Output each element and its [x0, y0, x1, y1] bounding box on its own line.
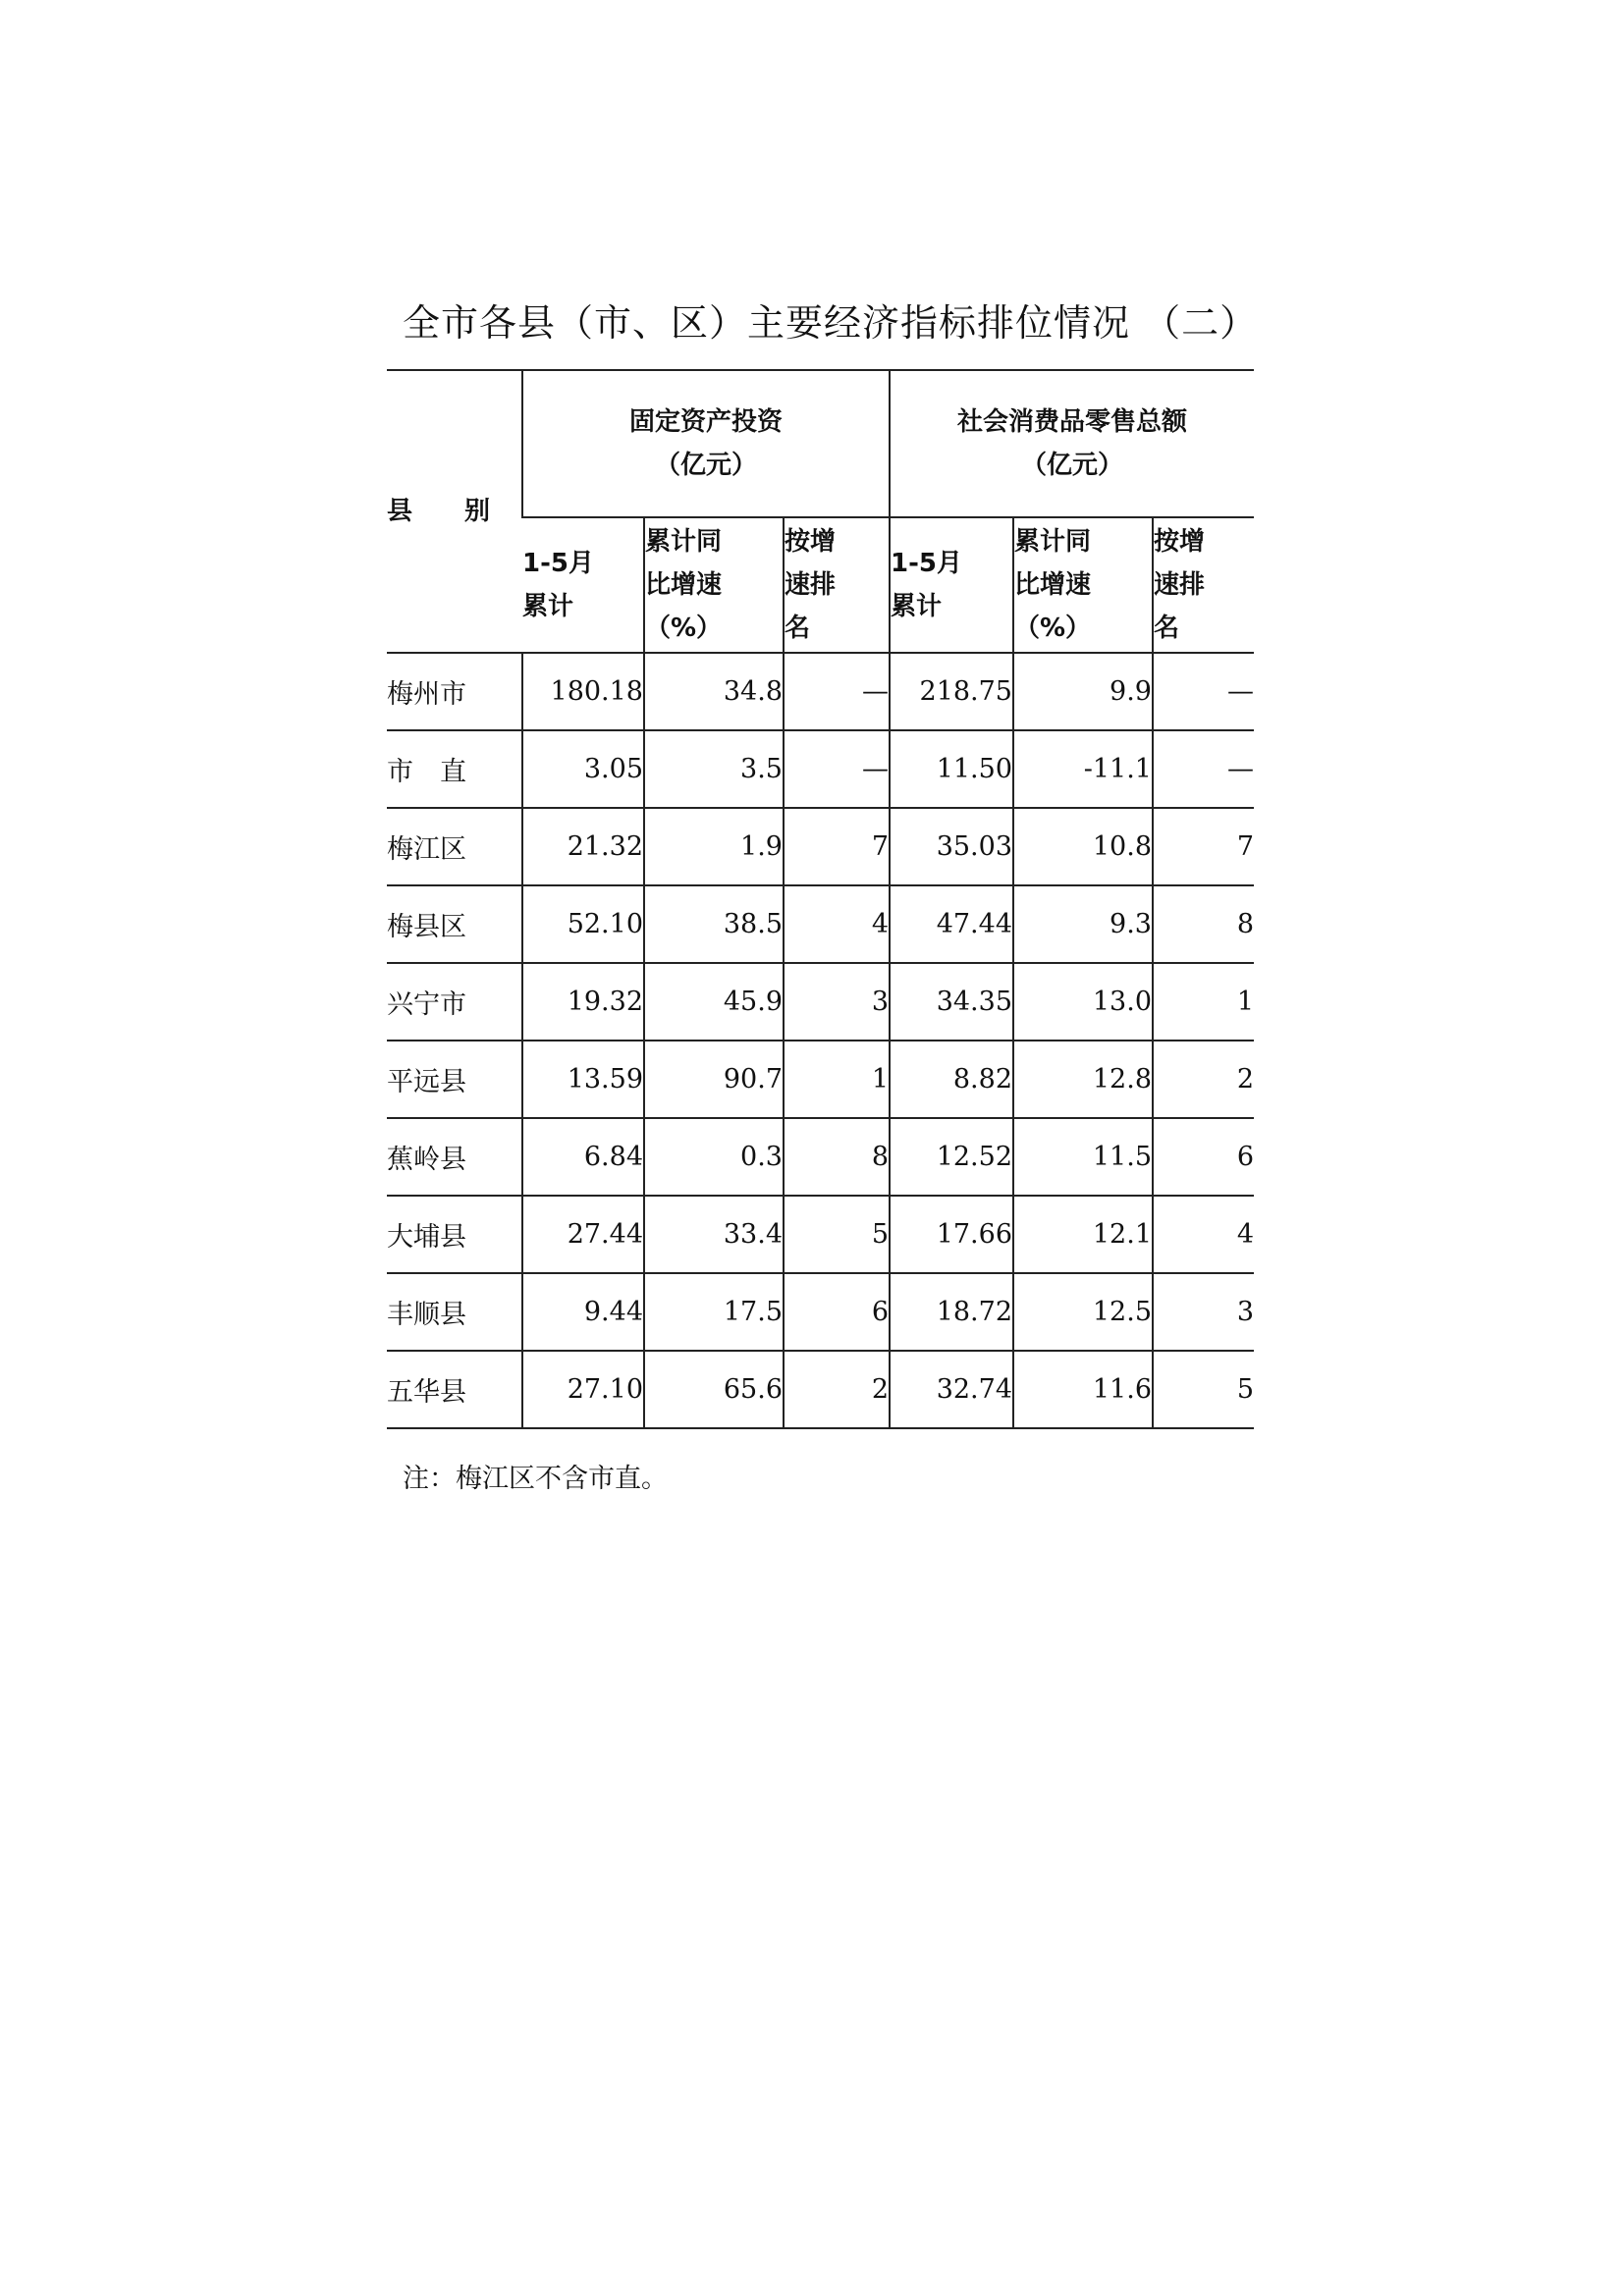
fai-rank: 8 — [784, 1118, 890, 1196]
retail-cumulative: 34.35 — [890, 963, 1013, 1041]
fai-growth: 17.5 — [644, 1273, 784, 1351]
fai-rank: 7 — [784, 808, 890, 885]
retail-cumulative: 12.52 — [890, 1118, 1013, 1196]
fai-growth: 3.5 — [644, 730, 784, 808]
retail-cumulative: 17.66 — [890, 1196, 1013, 1273]
fixed-asset-investment-unit: （亿元） — [654, 451, 757, 480]
county-name: 梅县区 — [387, 885, 522, 963]
fai-growth: 1.9 — [644, 808, 784, 885]
retail-growth-header: 累计同 比增速 （%） — [1013, 517, 1153, 653]
fai-rank: 3 — [784, 963, 890, 1041]
fai-rank-header: 按增 速排 名 — [784, 517, 890, 653]
county-name: 大埔县 — [387, 1196, 522, 1273]
retail-rank: — — [1153, 730, 1254, 808]
table-row — [387, 1041, 1254, 1118]
retail-rank: 8 — [1153, 885, 1254, 963]
fixed-asset-investment-header — [522, 370, 890, 517]
retail-growth: 9.3 — [1013, 885, 1153, 963]
table-row — [387, 963, 1254, 1041]
table-footnote: 注：梅江区不含市直。 — [403, 1464, 668, 1494]
fai-growth: 0.3 — [644, 1118, 784, 1196]
county-column-header: 县 别 — [387, 370, 522, 653]
retail-rank: 6 — [1153, 1118, 1254, 1196]
retail-rank: 1 — [1153, 963, 1254, 1041]
fai-rank: 5 — [784, 1196, 890, 1273]
fai-growth: 45.9 — [644, 963, 784, 1041]
retail-cumulative: 35.03 — [890, 808, 1013, 885]
fai-cumulative: 19.32 — [522, 963, 644, 1041]
table-row — [387, 808, 1254, 885]
retail-rank: 4 — [1153, 1196, 1254, 1273]
county-name: 梅州市 — [387, 653, 522, 730]
fai-growth-header: 累计同 比增速 （%） — [644, 517, 784, 653]
retail-cumulative: 18.72 — [890, 1273, 1013, 1351]
fai-rank: 4 — [784, 885, 890, 963]
retail-sales-header — [890, 370, 1254, 517]
table-row — [387, 1118, 1254, 1196]
retail-growth: -11.1 — [1013, 730, 1153, 808]
retail-rank-header: 按增 速排 名 — [1153, 517, 1254, 653]
table-row — [387, 730, 1254, 808]
retail-cumulative: 218.75 — [890, 653, 1013, 730]
fai-cumulative: 27.44 — [522, 1196, 644, 1273]
county-name: 丰顺县 — [387, 1273, 522, 1351]
fai-growth: 90.7 — [644, 1041, 784, 1118]
fai-growth: 65.6 — [644, 1351, 784, 1428]
county-name: 梅江区 — [387, 808, 522, 885]
retail-growth: 12.1 — [1013, 1196, 1153, 1273]
fai-rank: — — [784, 653, 890, 730]
retail-growth: 12.5 — [1013, 1273, 1153, 1351]
fai-cumulative: 3.05 — [522, 730, 644, 808]
retail-cumulative: 32.74 — [890, 1351, 1013, 1428]
retail-rank: — — [1153, 653, 1254, 730]
retail-rank: 3 — [1153, 1273, 1254, 1351]
fai-rank: 6 — [784, 1273, 890, 1351]
fixed-asset-investment-title: 固定资产投资 — [628, 407, 783, 437]
fai-cumulative: 180.18 — [522, 653, 644, 730]
retail-cumulative-header: 1-5月 累计 — [890, 517, 1013, 653]
table-row — [387, 1351, 1254, 1428]
retail-rank: 5 — [1153, 1351, 1254, 1428]
retail-cumulative: 11.50 — [890, 730, 1013, 808]
fai-cumulative-header: 1-5月 累计 — [522, 517, 644, 653]
county-name: 五华县 — [387, 1351, 522, 1428]
table-row — [387, 1273, 1254, 1351]
retail-growth: 11.6 — [1013, 1351, 1153, 1428]
retail-sales-unit: （亿元） — [1021, 451, 1124, 480]
fai-cumulative: 9.44 — [522, 1273, 644, 1351]
retail-growth: 12.8 — [1013, 1041, 1153, 1118]
table-row — [387, 885, 1254, 963]
fai-growth: 33.4 — [644, 1196, 784, 1273]
retail-rank: 2 — [1153, 1041, 1254, 1118]
table-row — [387, 653, 1254, 730]
retail-growth: 13.0 — [1013, 963, 1153, 1041]
fai-cumulative: 6.84 — [522, 1118, 644, 1196]
fai-rank: 1 — [784, 1041, 890, 1118]
retail-sales-title: 社会消费品零售总额 — [957, 407, 1188, 437]
fai-rank: 2 — [784, 1351, 890, 1428]
fai-cumulative: 21.32 — [522, 808, 644, 885]
county-name: 市直 — [387, 730, 522, 808]
fai-rank: — — [784, 730, 890, 808]
fai-growth: 38.5 — [644, 885, 784, 963]
fai-cumulative: 52.10 — [522, 885, 644, 963]
county-name: 平远县 — [387, 1041, 522, 1118]
fai-growth: 34.8 — [644, 653, 784, 730]
table-row — [387, 1196, 1254, 1273]
retail-growth: 10.8 — [1013, 808, 1153, 885]
retail-growth: 11.5 — [1013, 1118, 1153, 1196]
county-name: 兴宁市 — [387, 963, 522, 1041]
county-name: 蕉岭县 — [387, 1118, 522, 1196]
fai-cumulative: 13.59 — [522, 1041, 644, 1118]
retail-rank: 7 — [1153, 808, 1254, 885]
indicator-table — [387, 369, 1254, 1429]
retail-growth: 9.9 — [1013, 653, 1153, 730]
retail-cumulative: 8.82 — [890, 1041, 1013, 1118]
page-title: 全市各县（市、区）主要经济指标排位情况 （二） — [403, 301, 1259, 345]
fai-cumulative: 27.10 — [522, 1351, 644, 1428]
retail-cumulative: 47.44 — [890, 885, 1013, 963]
